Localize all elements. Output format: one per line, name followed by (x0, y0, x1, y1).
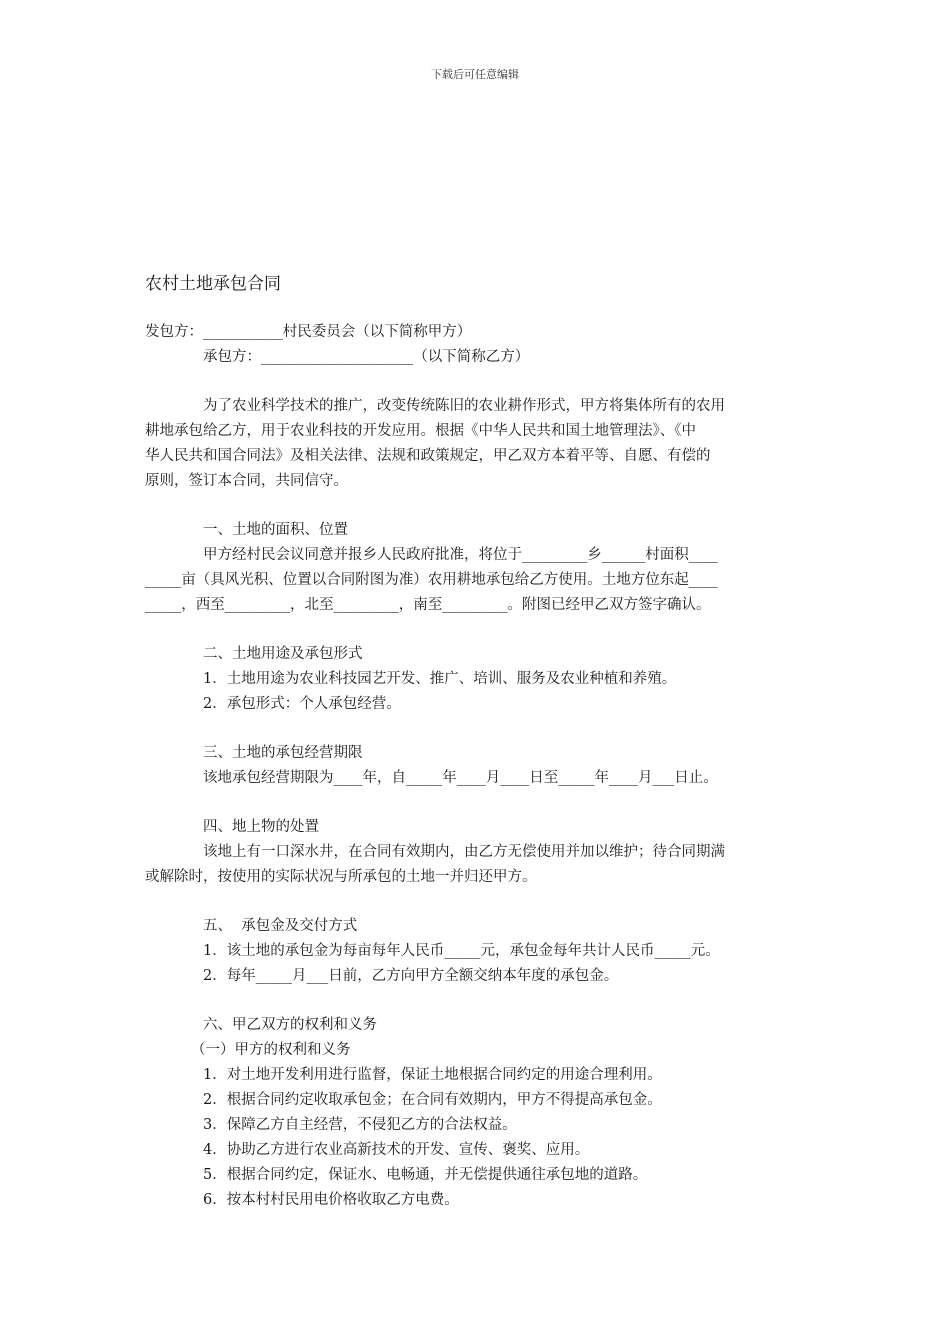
list-item: 5．根据合同约定，保证水、电畅通，并无偿提供通往承包地的道路。 (203, 1167, 648, 1183)
list-item: 1．对土地开发利用进行监督，保证土地根据合同约定的用途合理利用。 (203, 1067, 662, 1083)
list-item: 2．根据合同约定收取承包金；在合同有效期内，甲方不得提高承包金。 (203, 1092, 662, 1108)
section-heading: 五、 承包金及交付方式 (203, 918, 358, 934)
preamble-line: 华人民共和国合同法》及相关法律、法规和政策规定，甲乙双方本着平等、自愿、有偿的 (145, 448, 711, 464)
document-title: 农村土地承包合同 (145, 274, 281, 294)
section-line: _____亩（具风光积、位置以合同附图为准）农用耕地承包给乙方使用。土地方位东起____ (145, 572, 718, 588)
contractor-line: 承包方：_____________________（以下简称乙方） (203, 349, 530, 365)
header-note: 下载后可任意编辑 (431, 68, 519, 81)
issuer-line: 发包方：___________村民委员会（以下简称甲方） (145, 324, 472, 340)
list-item: 6．按本村村民用电价格收取乙方电费。 (203, 1192, 459, 1208)
list-item: 2．承包形式：个人承包经营。 (203, 696, 401, 712)
list-item: 1．该土地的承包金为每亩每年人民币_____元，承包金每年共计人民币_____元。 (203, 943, 720, 959)
section-heading: 六、甲乙双方的权利和义务 (203, 1017, 377, 1033)
list-item: 1．土地用途为农业科技园艺开发、推广、培训、服务及农业种植和养殖。 (203, 671, 677, 687)
preamble-line: 耕地承包给乙方，用于农业科技的开发应用。根据《中华人民共和国土地管理法》、《中 (145, 423, 696, 439)
section-heading: 四、地上物的处置 (203, 819, 319, 835)
section-heading: 三、土地的承包经营期限 (203, 745, 363, 761)
contract-document (145, 270, 810, 1213)
list-item: 3．保障乙方自主经营，不侵犯乙方的合法权益。 (203, 1117, 517, 1133)
preamble-line: 为了农业科学技术的推广，改变传统陈旧的农业耕作形式，甲方将集体所有的农用 (203, 398, 725, 414)
section-line: 该地上有一口深水井，在合同有效期内，由乙方无偿使用并加以维护；待合同期满 (203, 844, 725, 860)
preamble-line: 原则，签订本合同，共同信守。 (145, 473, 348, 489)
subsection-heading: （一）甲方的权利和义务 (191, 1042, 351, 1058)
section-line: _____，西至_________，北至_________，南至_________。附图已经甲乙双方签字确认。 (145, 597, 711, 613)
list-item: 4．协助乙方进行农业高新技术的开发、宣传、褒奖、应用。 (203, 1142, 590, 1158)
section-heading: 一、土地的面积、位置 (203, 522, 348, 538)
section-line: 该地承包经营期限为____年，自_____年____月____日至_____年____月___日止。 (203, 770, 718, 786)
section-line: 或解除时，按使用的实际状况与所承包的土地一并归还甲方。 (145, 869, 537, 885)
section-heading: 二、土地用途及承包形式 (203, 646, 363, 662)
list-item: 2．每年_____月___日前，乙方向甲方全额交纳本年度的承包金。 (203, 968, 619, 984)
section-line: 甲方经村民会议同意并报乡人民政府批准，将位于_________乡______村面积____ (203, 547, 718, 563)
